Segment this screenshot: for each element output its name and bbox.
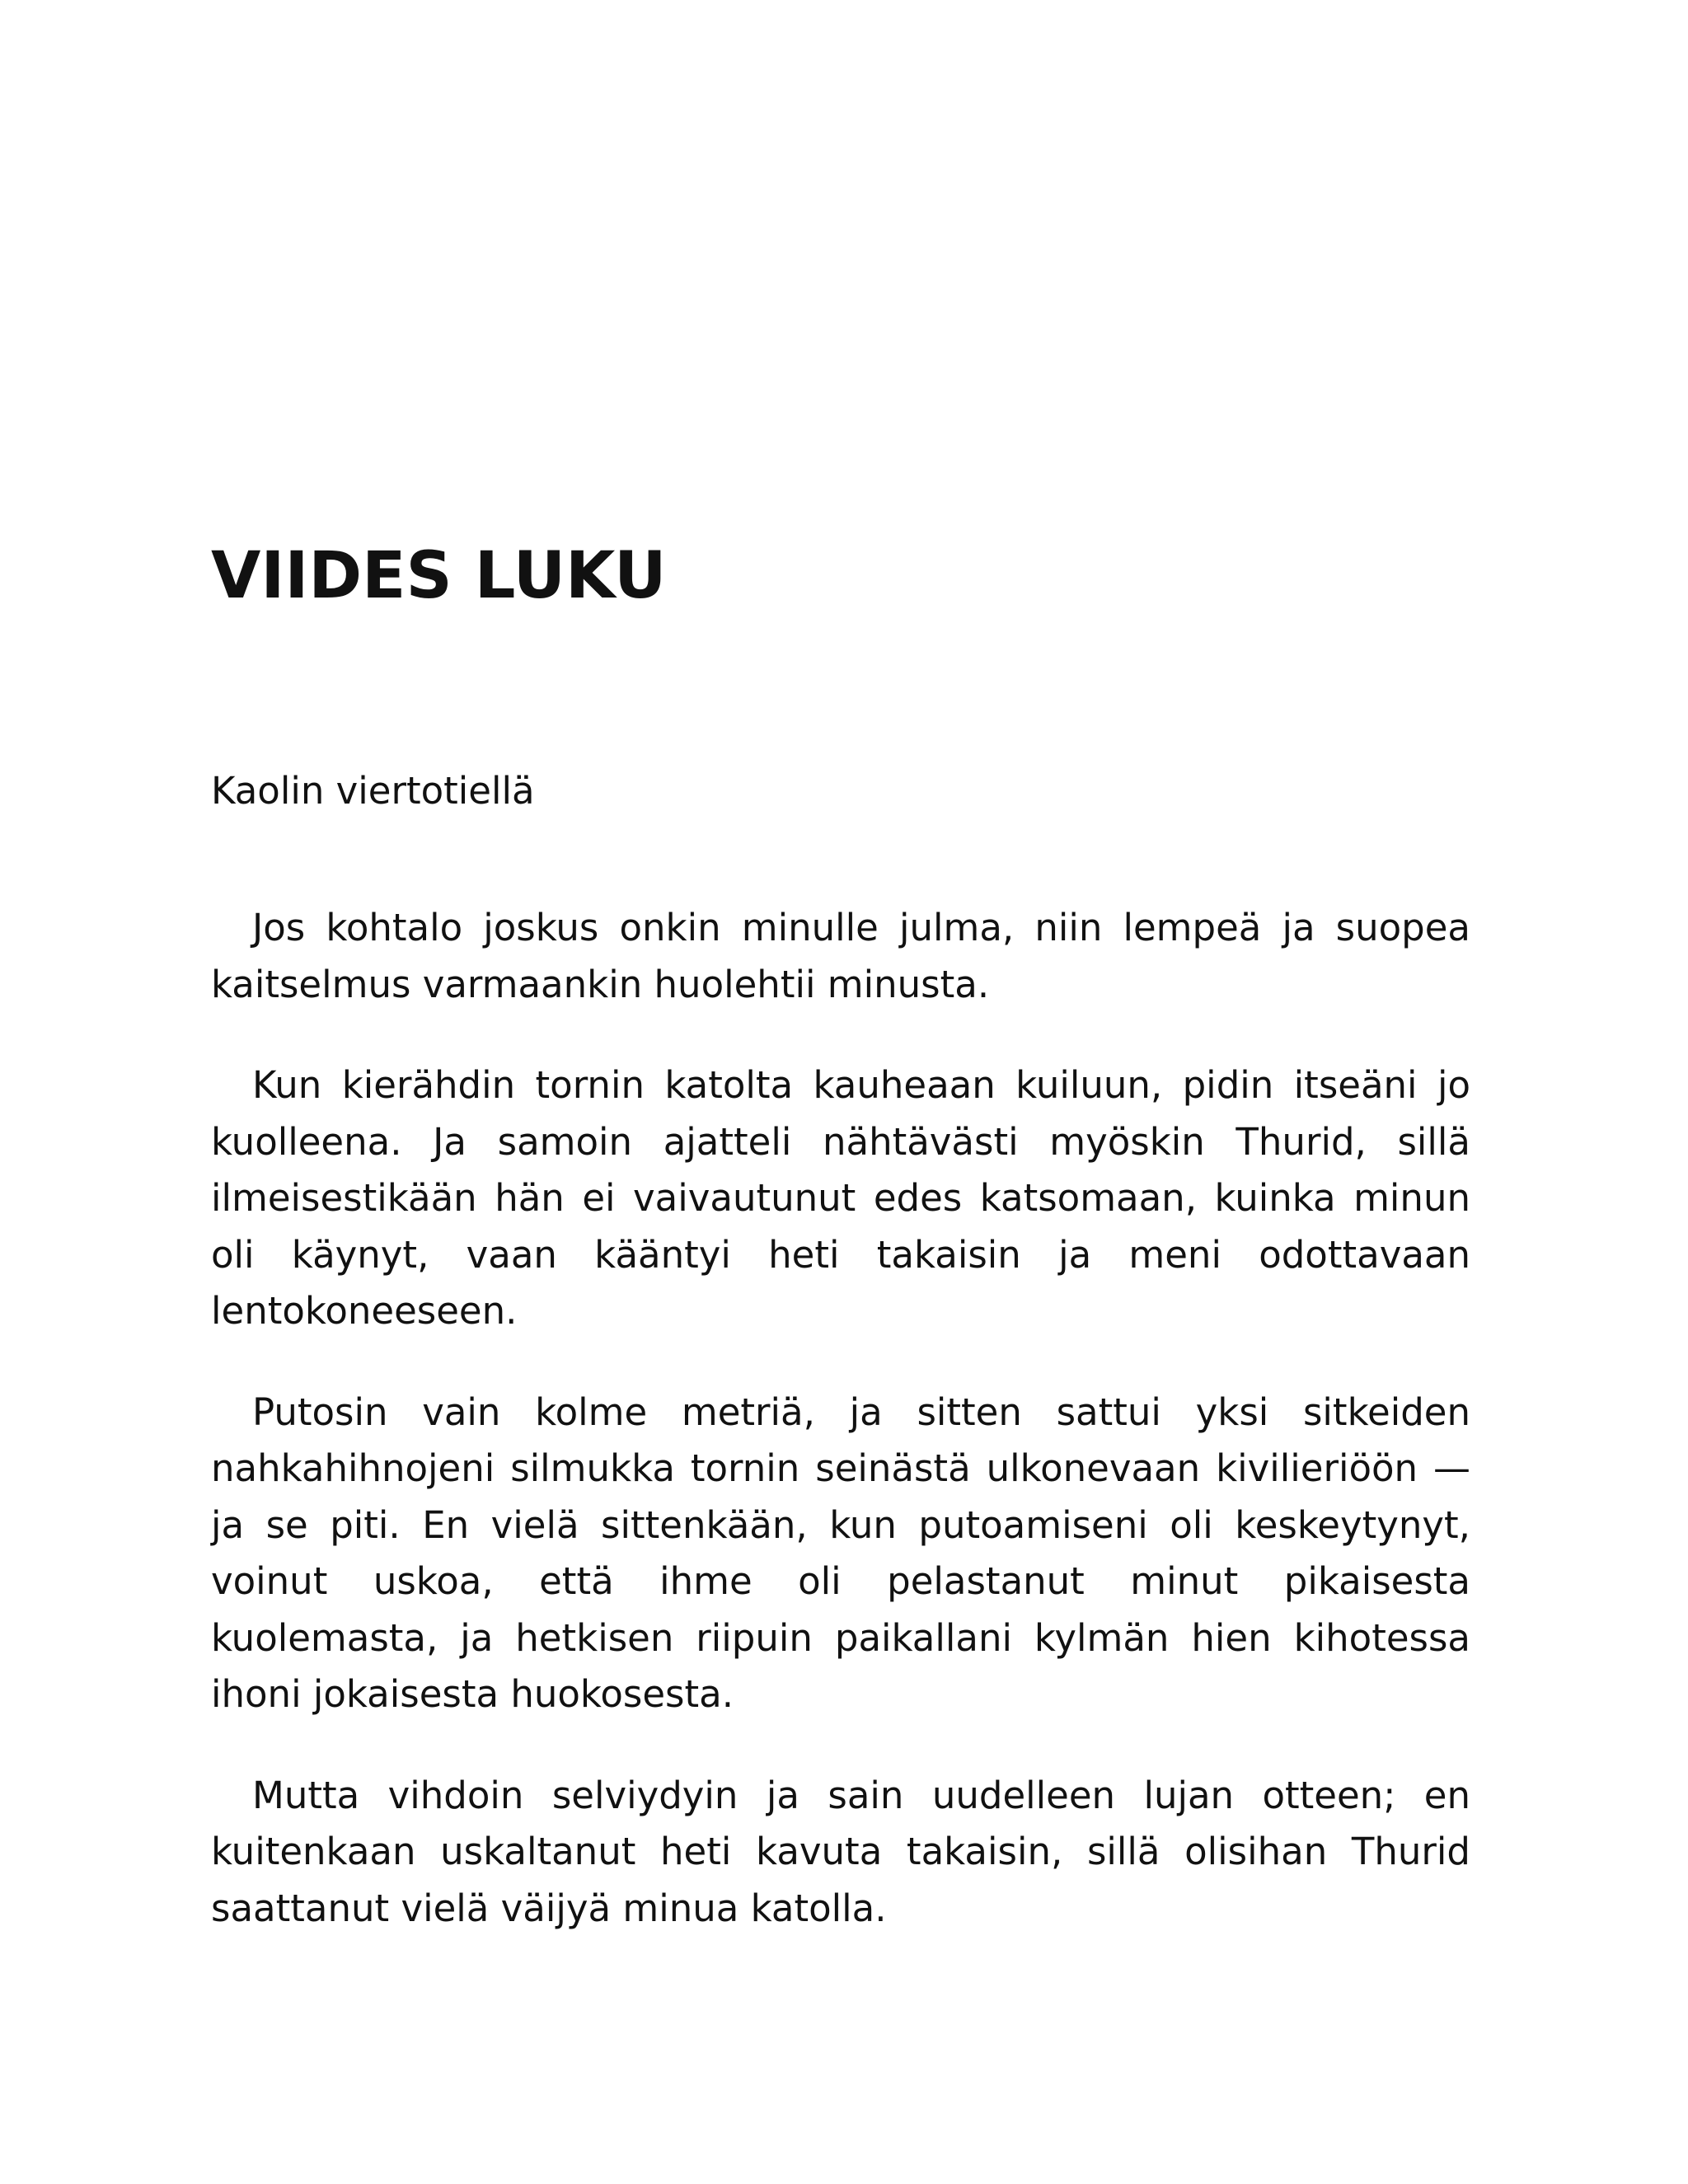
paragraph: Putosin vain kolme metriä, ja sitten sattui yksi sitkeiden nahkahihnojeni silmukka tornin seinästä ulkonevaan kivilieriöön — ja se piti. En vielä sittenkään, kun putoamiseni oli keskeytynyt, voinut uskoa, että ihme oli pelastanut minut pikaisesta kuolemasta, ja hetkisen riipuin paikallani kylmän hien kihotessa ihoni jokaisesta huokosesta. — [211, 1390, 1470, 1716]
document-page — [211, 0, 1470, 2184]
chapter-subtitle: Kaolin viertotiellä — [211, 769, 535, 813]
chapter-title: VIIDES LUKU — [211, 539, 667, 613]
paragraph: Kun kierähdin tornin katolta kauheaan kuiluun, pidin itseäni jo kuolleena. Ja samoin ajatteli nähtävästi myöskin Thurid, sillä ilmeisestikään hän ei vaivautunut edes katsomaan, kuinka minun oli käynyt, vaan kääntyi heti takaisin ja meni odottavaan lentokoneeseen. — [211, 1063, 1470, 1333]
paragraph: Mutta vihdoin selviydyin ja sain uudelleen lujan otteen; en kuitenkaan uskaltanut heti kavuta takaisin, sillä olisihan Thurid saattanut vielä väijyä minua katolla. — [211, 1773, 1470, 1930]
chapter-body — [211, 900, 1470, 1981]
paragraph: Jos kohtalo joskus onkin minulle julma, niin lempeä ja suopea kaitselmus varmaankin huolehtii minusta. — [211, 906, 1470, 1006]
